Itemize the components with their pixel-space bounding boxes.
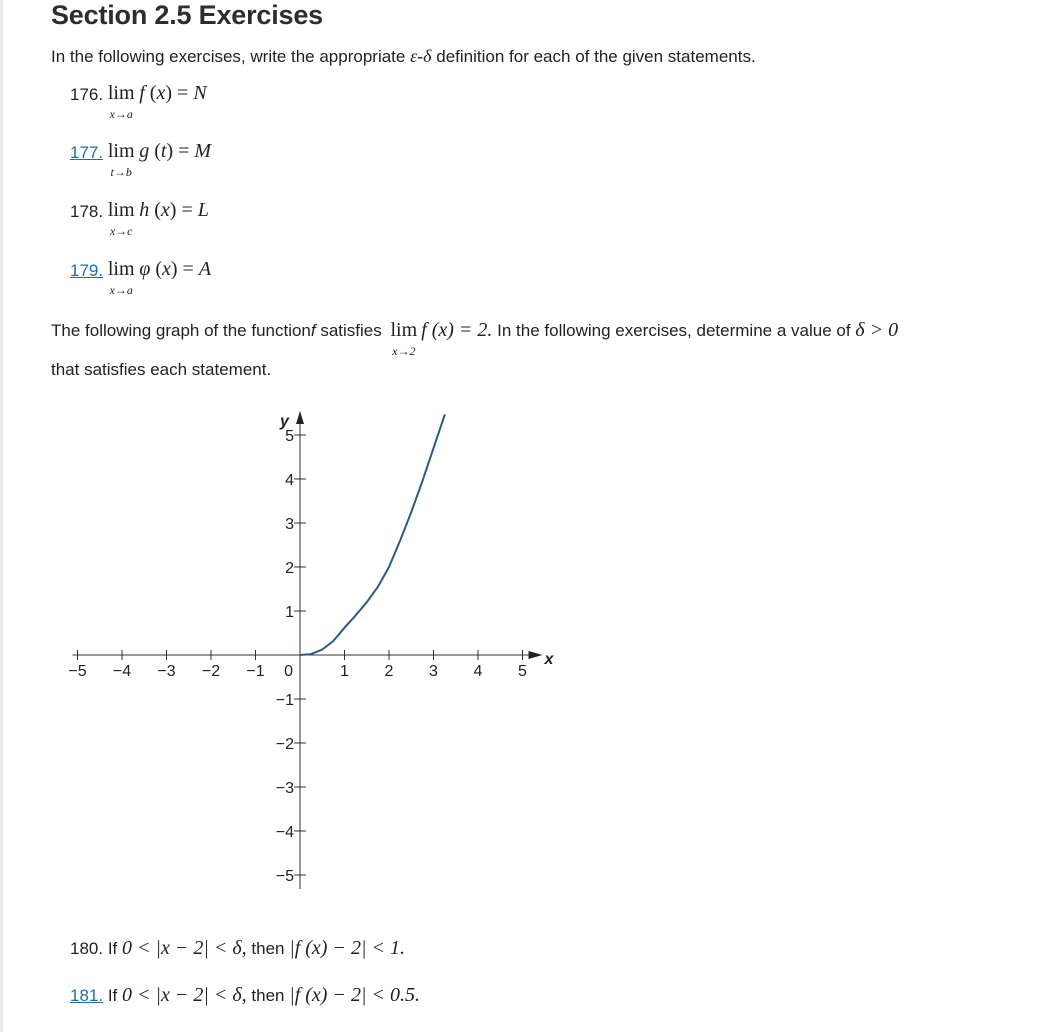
question-if: If <box>107 939 122 958</box>
x-tick-label: −3 <box>157 663 176 680</box>
graph-intro-fname: f <box>310 321 316 340</box>
ticks-layer <box>78 435 523 875</box>
question-then: then <box>246 939 290 958</box>
exercise-number-link[interactable]: 177. <box>70 143 104 162</box>
intro-paragraph <box>51 46 756 67</box>
exercise-177: 177. lim t→b g (t) = M <box>70 140 212 179</box>
question-number-link[interactable]: 181. <box>70 986 104 1005</box>
x-tick-label: −4 <box>112 663 132 680</box>
graph-intro-limit-sub: x→2 <box>392 344 416 358</box>
question-condition: 0 < |x − 2| < δ, <box>122 937 247 959</box>
exercise-number: 176. <box>70 85 104 104</box>
question-181 <box>70 984 420 1007</box>
function-name: g <box>139 140 150 162</box>
exercise-176: 176. lim x→a f (x) = N <box>70 82 207 121</box>
limit-value: A <box>198 258 212 280</box>
function-name: h <box>139 199 150 221</box>
y-tick-label: −3 <box>275 780 294 797</box>
y-axis-arrow-icon <box>296 411 304 424</box>
graph-intro-part1: The following graph of the function <box>51 321 311 340</box>
y-tick-label: 4 <box>285 472 294 489</box>
function-curve <box>300 415 445 655</box>
x-tick-label: 5 <box>518 663 527 680</box>
graph-intro-paragraph: The following graph of the functionf satisfies lim x→2 f (x) = 2. In the following exercises, determine a value of δ > 0 <box>51 319 899 358</box>
x-tick-label: 3 <box>429 663 438 680</box>
function-name: f <box>139 82 145 104</box>
question-number: 180. <box>70 939 104 958</box>
graph-intro-delta: δ > 0 <box>855 319 899 341</box>
x-tick-label: 2 <box>384 663 394 680</box>
limit-value: M <box>194 140 212 162</box>
epsilon-delta-symbol: ε-δ <box>410 46 432 66</box>
y-tick-label: −4 <box>275 824 294 841</box>
limit-target: b <box>125 165 132 179</box>
question-then: then <box>246 986 290 1005</box>
y-tick-label: −1 <box>275 692 294 709</box>
x-tick-label: 1 <box>340 663 349 680</box>
graph-intro-limit-expr: f (x) = 2. <box>421 319 493 341</box>
intro-text-before: In the following exercises, write the appropriate <box>51 47 411 66</box>
tick-labels-layer <box>68 413 554 885</box>
exercise-number-link[interactable]: 179. <box>70 261 104 280</box>
function-arg: x <box>161 258 171 280</box>
origin-label: 0 <box>284 663 293 680</box>
limit-variable: t <box>110 165 114 179</box>
graph-intro-part3: In the following exercises, determine a value of <box>492 321 856 340</box>
left-border <box>0 0 3 1032</box>
axes-layer <box>73 411 543 889</box>
function-arg: x <box>160 199 170 221</box>
question-result: |f (x) − 2| < 1. <box>289 937 405 959</box>
limit-variable: x <box>109 224 116 238</box>
question-result: |f (x) − 2| < 0.5. <box>289 984 420 1006</box>
x-axis-arrow-icon <box>529 651 543 659</box>
y-tick-label: −5 <box>275 868 294 885</box>
y-tick-label: 3 <box>285 516 294 533</box>
exercise-178: 178. lim x→c h (x) = L <box>70 199 209 238</box>
x-axis-label: x <box>544 651 554 668</box>
y-axis-label: y <box>280 413 289 430</box>
y-tick-label: 2 <box>285 560 294 577</box>
section-title: Section 2.5 Exercises <box>51 0 323 30</box>
limit-target: a <box>126 283 133 297</box>
x-tick-label: −1 <box>246 663 265 680</box>
limit-variable: x <box>109 107 115 121</box>
limit-target: a <box>126 107 133 121</box>
function-name: φ <box>139 258 151 280</box>
function-arg: x <box>156 82 166 104</box>
x-tick-label: −5 <box>68 663 87 680</box>
exercise-179: 179. lim x→a φ (x) = A <box>70 258 212 297</box>
curve-layer <box>300 415 445 655</box>
question-180 <box>70 937 405 960</box>
question-if: If <box>107 986 122 1005</box>
y-tick-label: 5 <box>285 428 294 445</box>
limit-target: c <box>127 224 133 238</box>
question-condition: 0 < |x − 2| < δ, <box>122 984 247 1006</box>
intro-text-after: definition for each of the given statements. <box>431 47 756 66</box>
x-tick-label: 4 <box>473 663 483 680</box>
y-tick-label: −2 <box>275 736 294 753</box>
x-tick-label: −2 <box>201 663 221 680</box>
function-arg: t <box>160 140 167 162</box>
exercise-number: 178. <box>70 202 104 221</box>
graph-intro-line2: that satisfies each statement. <box>51 360 272 379</box>
y-tick-label: 1 <box>285 604 294 621</box>
graph-intro-part2: satisfies <box>315 321 387 340</box>
limit-value: L <box>197 199 209 221</box>
limit-value: N <box>193 82 207 104</box>
limit-variable: x <box>109 283 115 297</box>
